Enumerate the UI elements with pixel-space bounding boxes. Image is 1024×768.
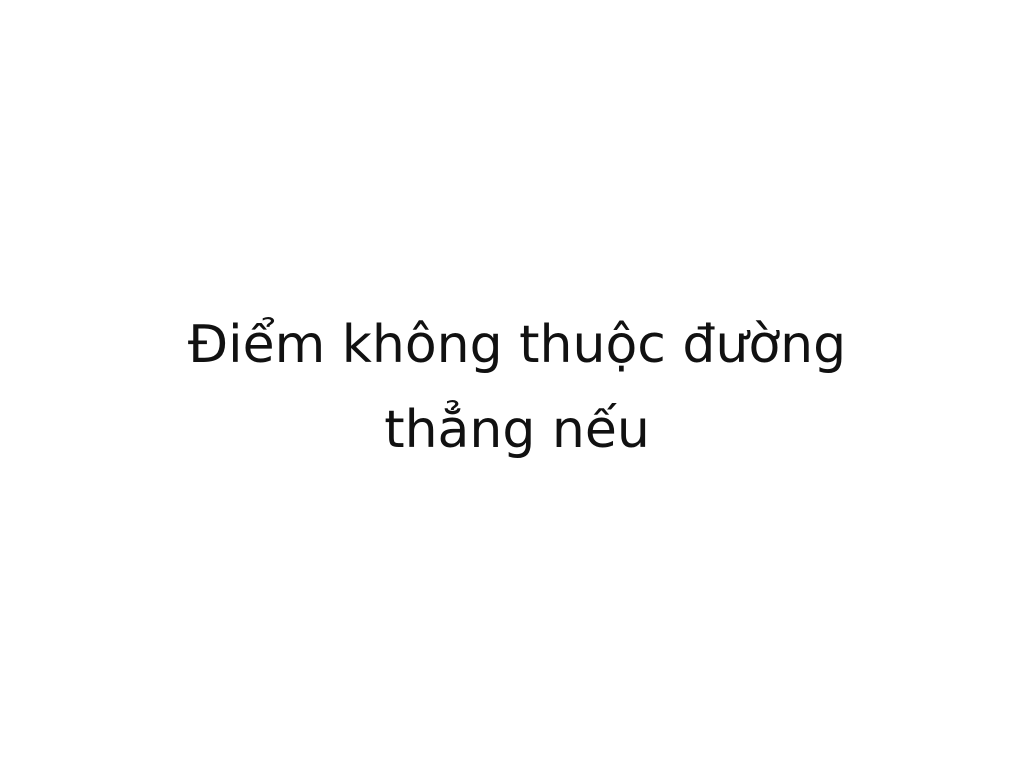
- slide-title-line-1: Điểm không thuộc đường: [187, 315, 847, 375]
- slide-title: [112, 303, 922, 473]
- slide-title-line-2: thẳng nếu: [384, 400, 650, 460]
